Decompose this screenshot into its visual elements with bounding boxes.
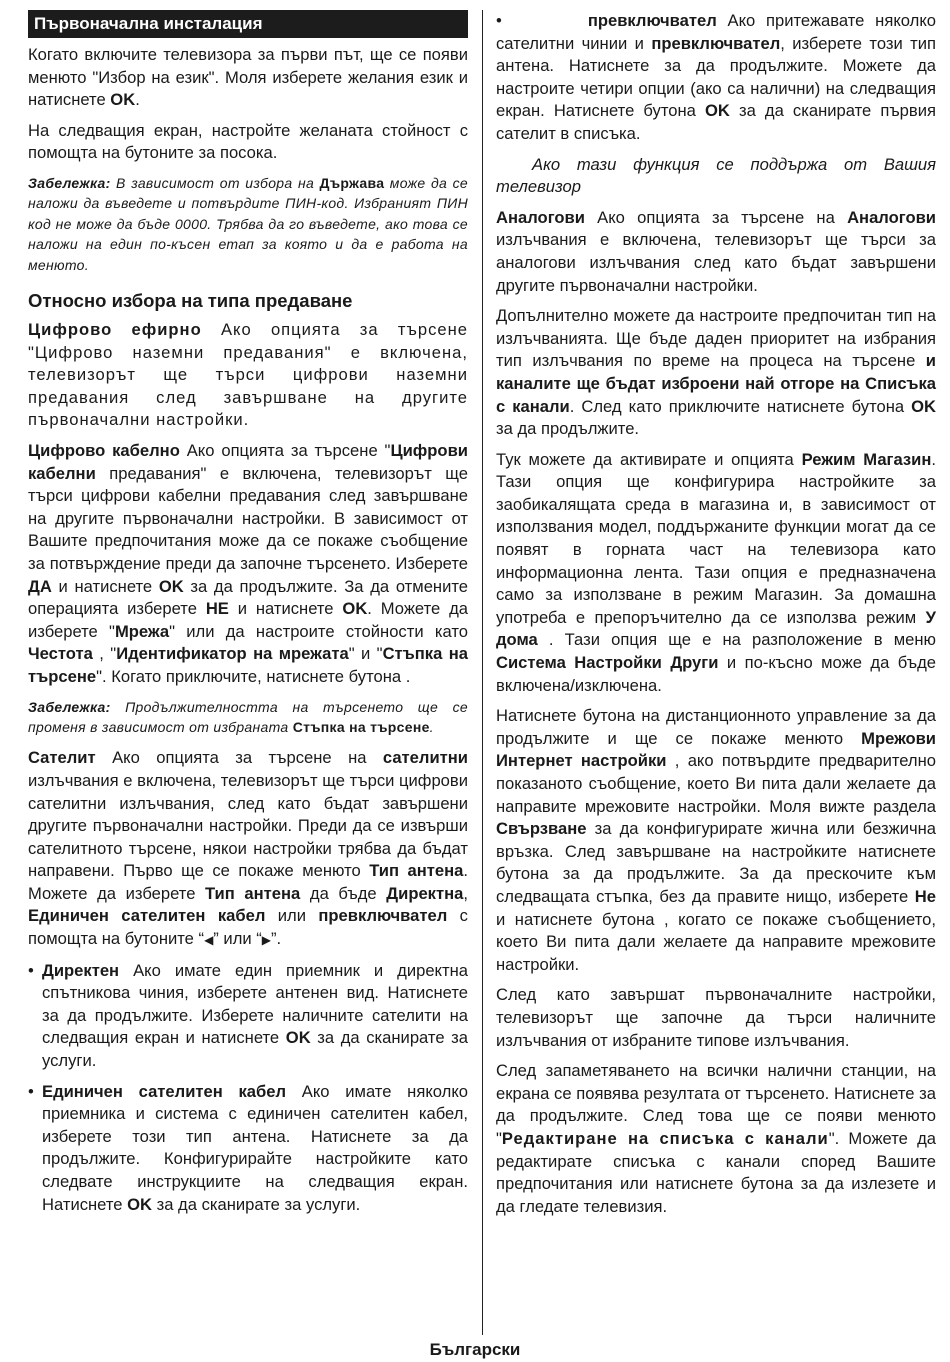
paragraph-digital-terrestrial: Цифрово ефирно Ако опцията за търсене "Цифрово наземни предавания" е включена, телевизорът ще търси цифрови наземни предавания след завършване на другите първоначални настройки. <box>28 320 468 430</box>
left-arrow-icon: ◀ <box>204 933 214 948</box>
left-column <box>28 10 468 1224</box>
section-title-bar: Първоначална инсталация <box>28 10 468 38</box>
right-arrow-icon: ▶ <box>261 933 272 948</box>
note-pin: Забележка: В зависимост от избора на Държава може да се наложи да въведете и потвърдите ПИН-код. Избраният ПИН код не може да бъде 0000. Трябва да го въведете, ако това се наложи на един по-късен етап за която и да е работа на менюто. <box>28 174 468 273</box>
paragraph-feature-note: Ако тази функция се поддържа от Вашия телевизор <box>496 154 936 197</box>
paragraph-store-mode: Тук можете да активирате и опцията Режим Магазин. Тази опция ще конфигурира настройките за заобикалящата среда в магазина и, в зависимост от използвания модел, поддържаните функции могат да се появят в горната част на телевизора като информационна лента. Тази опция е предназначена само за използване в режим Магазин. За домашна употреба е препоръчително да се използва режим У дома . Тази опция ще е на разположение в меню Система Настройки Други и по-късно може да бъде включена/изключена. <box>496 449 936 695</box>
bullet-icon: • <box>28 1081 34 1101</box>
page-footer-language: Български <box>429 1340 521 1359</box>
antenna-type-list <box>28 960 468 1217</box>
note-search-step: Забележка: Продължителността на търсенето ще се променя в зависимост от избраната Стъпка на търсене. <box>28 698 468 735</box>
paragraph-analog: Аналогови Ако опцията за търсене на Аналогови излъчвания е включена, телевизорът ще търси за аналогови излъчвания след като бъдат завършени другите първоначални настройки. <box>496 207 936 295</box>
paragraph-preferred-type: Допълнително можете да настроите предпочитан тип на излъчванията. Ще бъде даден приоритет на избрания тип излъчвания по време на процеса на търсене и каналите ще бъдат изброени най отгоре на Списъка с канали. След като приключите натиснете бутона OK за да продължите. <box>496 306 936 439</box>
list-item-switch: • превключвател Ако притежавате няколко сателитни чинии и превключвател, изберете този тип антена. Натиснете за да продължите. Можете да настроите четири опции (ако са налични) на следващия екран. Натиснете бутона OK за да сканирате първия сателит в списъка. <box>496 11 937 143</box>
paragraph-digital-cable: Цифрово кабелно Ако опцията за търсене "Цифрови кабелни предавания" е включена, телевизорът ще търси цифрови кабелни предавания след завършване на другите първоначални настройки. В зависимост от Вашите предпочитания може да се покаже съобщение за потвърждение преди да започне търсенето. Изберете ДА и натиснете OK за да продължите. За да отмените операцията изберете НЕ и натиснете OK. Можете да изберете "Мрежа" или да настроите стойности като Честота , "Идентификатор на мрежата" и "Стъпка на търсене". Когато приключите, натиснете бутона . <box>28 440 469 686</box>
broadcast-type-heading: Относно избора на типа предаване <box>28 290 353 311</box>
bullet-icon: • <box>28 960 34 980</box>
list-item-single-cable: • Единичен сателитен кабел Ако имате няколко приемника и система с единичен сателитен кабел, изберете този тип антена. Натиснете за да продължите. Конфигурирайте настройките като следвате инструкциите на следващия екран. Натиснете OK за да сканирате за услуги. <box>28 1081 468 1214</box>
list-item-direct: • Директен Ако имате един приемник и директна спътникова чиния, изберете антенен вид. Натиснете за да продължите. Изберете наличните сателити на следващия екран и натиснете OK за да сканирате за услуги. <box>28 960 468 1071</box>
paragraph-satellite: Сателит Ако опцията за търсене на сателитни излъчвания е включена, телевизорът ще търси цифрови сателитни излъчвания, след като бъдат завършени другите първоначални настройки. Преди да се извърши сателитното търсене, някои настройки трябва да бъдат направени. Първо ще се покаже менюто Тип антена. Можете да изберете Тип антена да бъде Директна, Единичен сателитен кабел или превключвател с помощта на бутоните “◀” или “▶”. <box>28 748 468 949</box>
paragraph-after-setup: След като завършат първоначалните настройки, телевизорът ще започне да търси наличните излъчвания от избраните типове излъчвания. <box>496 985 936 1050</box>
paragraph-network-settings: Натиснете бутона на дистанционното управление за да продължите и ще се покаже менюто Мрежови Интернет настройки , ако потвърдите предварително показаното съобщение, което Ви пита дали желаете да направите мрежовите настройки. Моля вижте раздела Свързване за да конфигурирате жична или безжична връзка. След завършване на настройките натиснете бутона за да продължите. За да прескочите към следващата стъпка, без да правите нищо, изберете Не и натиснете бутона , когато се покаже съобщението, което Ви пита дали желаете да направите мрежовите настройки. <box>496 706 936 974</box>
paragraph-search-results: След запаметяването на всички налични станции, на екрана се появява резултата от търсенето. Натиснете за да продължите. След това ще се появи менюто "Редактиране на списъка с канали". Можете да редактирате списъка с канали според Вашите предпочитания или натиснете бутона за да излезете и да гледате телевизия. <box>496 1061 936 1216</box>
antenna-type-list-continued <box>496 10 936 146</box>
paragraph-direction-buttons: На следващия екран, настройте желаната стойност с помощта на бутоните за посока. <box>28 120 468 163</box>
bullet-icon: • <box>496 11 502 30</box>
right-column <box>496 10 936 1226</box>
column-divider <box>482 10 483 1335</box>
paragraph-language: Когато включите телевизора за първи път, ще се появи менюто "Избор на език". Моля изберете желания език и натиснете OK. <box>28 45 468 110</box>
